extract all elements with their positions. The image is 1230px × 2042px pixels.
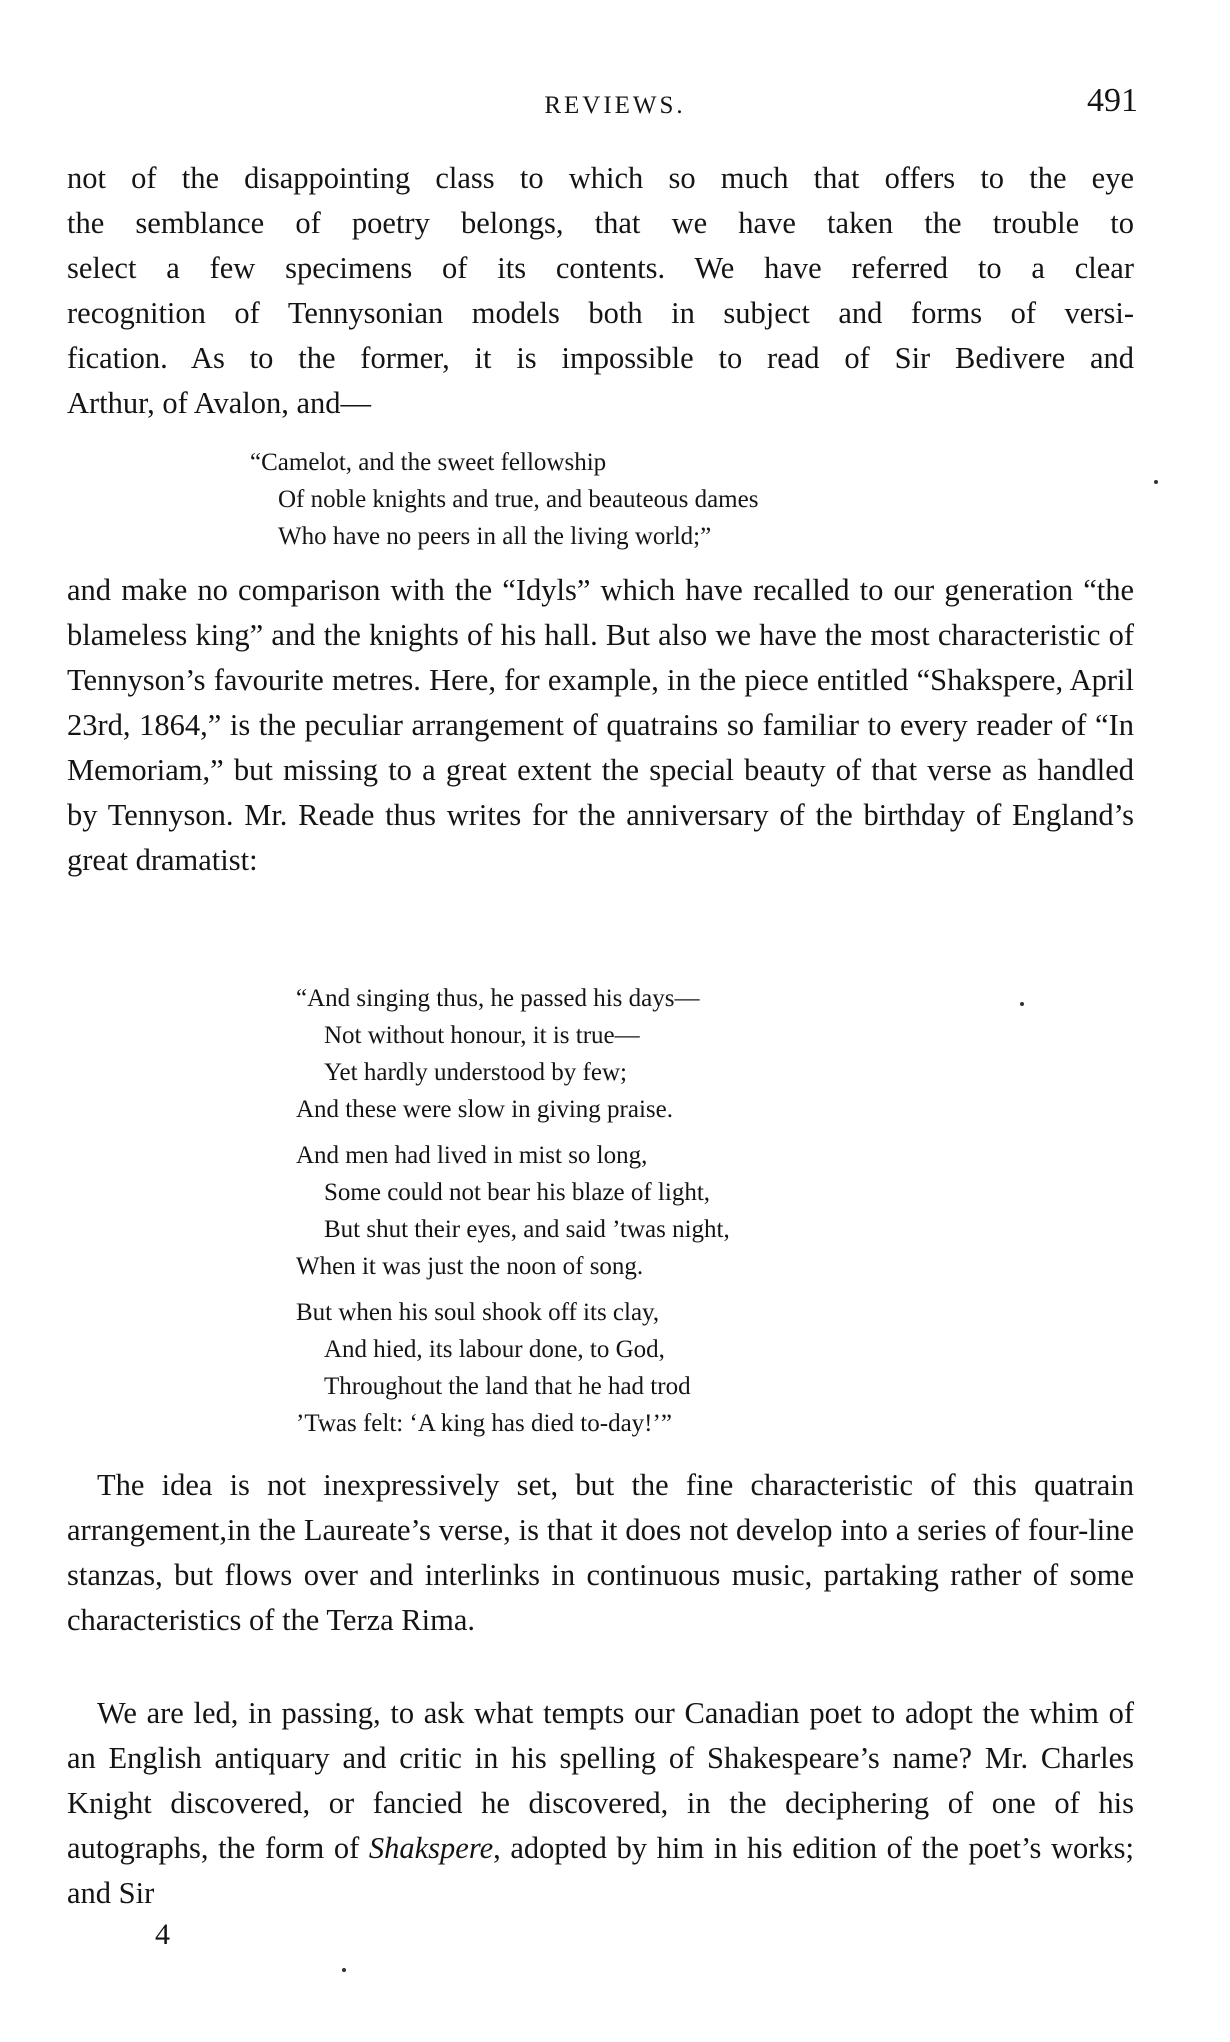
poem-stanza — [296, 1294, 730, 1442]
text-line: the semblance of poetry belongs, that we have taken the trouble to — [67, 206, 1134, 240]
paragraph-text — [67, 1691, 1134, 1916]
text-line: select a few specimens of its contents. We have referred to a clear — [67, 251, 1134, 285]
paragraph-text-part: We are led, in passing, to ask what tempts our Canadian poet to adopt the whim of an English antiquary and critic in his spelling of Shakespeare’s name? Mr. Charles Knight discovered, or fancied he discovered, in the deciphering of one of his autographs, the form of — [67, 1696, 1134, 1865]
poem-line: And hied, its labour done, to God, — [324, 1336, 665, 1363]
poem-line: But when his soul shook off its clay, — [296, 1299, 660, 1326]
poem-line: ’Twas felt: ‘A king has died to-day!’” — [296, 1410, 672, 1437]
paragraph-2 — [67, 568, 1134, 883]
running-title: REVIEWS. — [544, 92, 686, 119]
poem-stanza — [296, 980, 730, 1128]
paragraph-text-part: , adopted by him in his edition of the poet’s works; and Sir — [67, 1831, 1135, 1910]
quote-line: “Camelot, and the sweet fellowship — [250, 449, 607, 476]
poem-line: And these were slow in giving praise. — [296, 1096, 674, 1123]
poem-stanza — [296, 1137, 730, 1285]
paragraph-4 — [67, 1691, 1134, 1916]
poem-line: Throughout the land that he had trod — [324, 1373, 691, 1400]
paragraph-1 — [67, 156, 1134, 426]
poem-line: But shut their eyes, and said ’twas night, — [324, 1216, 730, 1243]
text-line: Arthur, of Avalon, and— — [67, 386, 372, 420]
poem-line: When it was just the noon of song. — [296, 1253, 644, 1280]
quote-line: Of noble knights and true, and beauteous dames — [278, 486, 759, 513]
block-quote — [250, 444, 758, 555]
page-number: 491 — [1087, 82, 1138, 119]
quote-line: Who have no peers in all the living world;” — [278, 523, 712, 550]
paragraph-text: and make no comparison with the “Idyls” which have recalled to our generation “the blameless king” and the knights of his hall. But also we have the most characteristic of Tennyson’s favourite metres. Here, for example, in the piece entitled “Shakspere, April 23rd, 1864,” is the peculiar arrangement of quatrains so familiar to every reader of “In Memoriam,” but missing to a great extent the special beauty of that verse as handled by Tennyson. Mr. Reade thus writes for the anniversary of the birthday of England’s great dramatist: — [67, 573, 1134, 877]
poem — [296, 980, 730, 1451]
print-speck — [342, 1968, 346, 1972]
poem-line: Not without honour, it is true— — [324, 1022, 640, 1049]
print-speck — [1154, 480, 1158, 484]
poem-line: Some could not bear his blaze of light, — [324, 1179, 711, 1206]
text-line: recognition of Tennysonian models both in subject and forms of versi- — [67, 296, 1134, 330]
poem-line: “And singing thus, he passed his days— — [296, 985, 700, 1012]
signature-mark: 4 — [155, 1918, 170, 1951]
poem-line: Yet hardly understood by few; — [324, 1059, 627, 1086]
text-line: fication. As to the former, it is impossible to read of Sir Bedivere and — [67, 341, 1134, 375]
print-speck — [1020, 1002, 1024, 1006]
paragraph-3 — [67, 1463, 1134, 1643]
italic-word: Shakspere — [368, 1831, 494, 1865]
poem-line: And men had lived in mist so long, — [296, 1142, 648, 1169]
text-line: not of the disappointing class to which so much that offers to the eye — [67, 161, 1134, 195]
paragraph-text: The idea is not inexpressively set, but the fine characteristic of this quatrain arrangement,in the Laureate’s verse, is that it does not develop into a series of four-line stanzas, but flows over and interlinks in continuous music, partaking rather of some characteristics of the Terza Rima. — [67, 1468, 1134, 1637]
